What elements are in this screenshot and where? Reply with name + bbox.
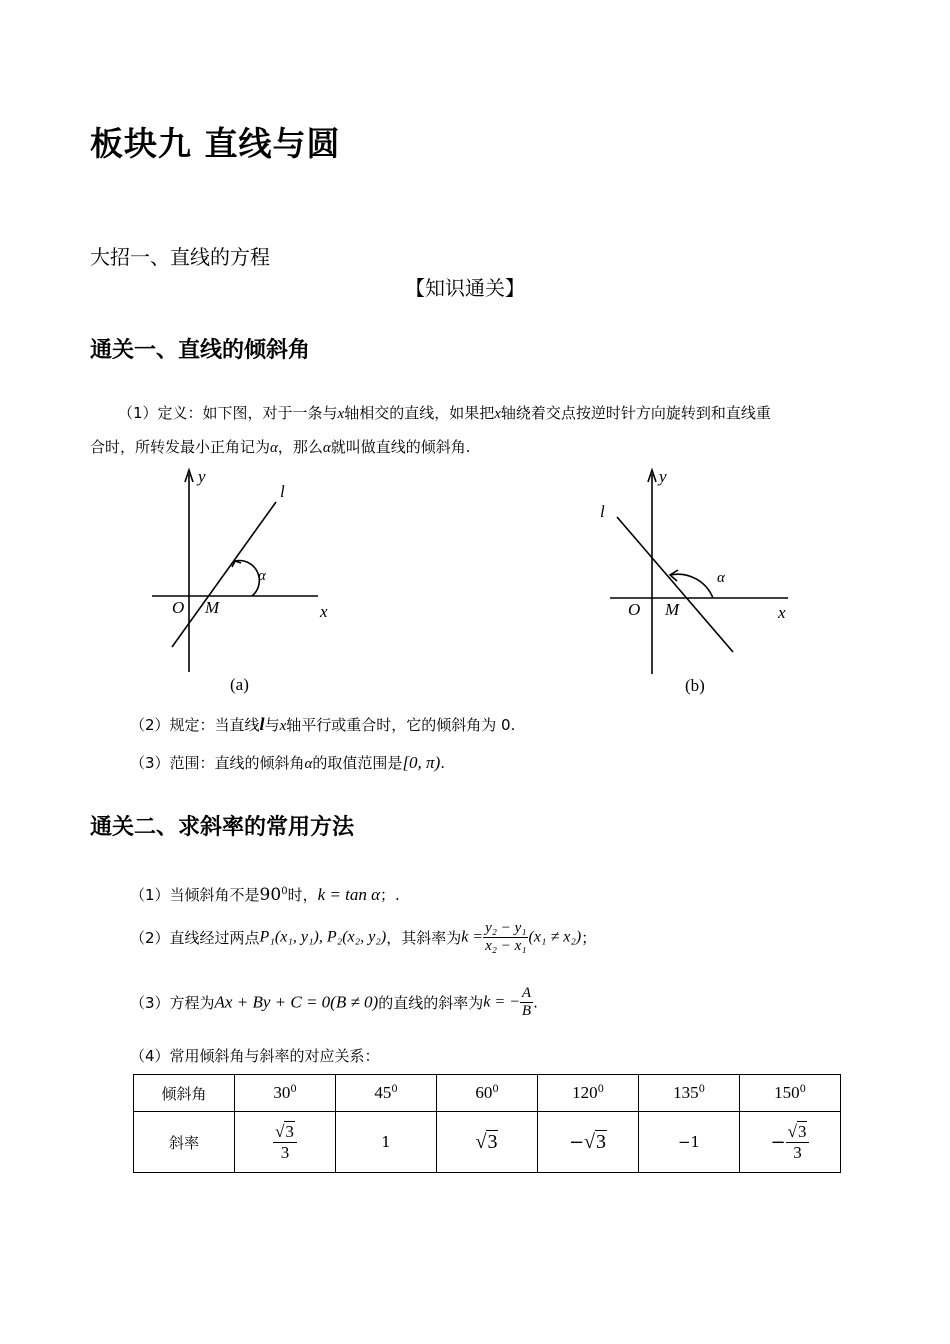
- slope-cell: √3: [437, 1112, 538, 1173]
- label-m: M: [665, 600, 680, 619]
- label-alpha: α: [258, 568, 266, 584]
- row-label: 斜率: [134, 1112, 235, 1173]
- item3-line: （3）方程为Ax + By + C = 0(B ≠ 0)的直线的斜率为k = − $\frac{A}{B}$ .: [130, 985, 538, 1019]
- subsection-heading: 【知识通关】: [405, 276, 525, 300]
- pass1-heading: 通关一、直线的倾斜角: [90, 338, 311, 363]
- label-x: x: [320, 602, 328, 621]
- label-o: O: [172, 598, 185, 617]
- section-heading: 大招一、直线的方程: [90, 245, 270, 269]
- label-l: l: [280, 482, 285, 501]
- figure-b: [595, 462, 805, 697]
- angle-slope-table: [133, 1074, 841, 1173]
- label-x: x: [778, 603, 786, 622]
- angle-cell: $150^0$: [740, 1075, 841, 1112]
- line-l: [617, 517, 733, 652]
- label-alpha: α: [717, 570, 725, 586]
- item2-line: （2）直线经过两点P₁(x₁, y₁), P₂(x₂, y₂)，其斜率为k = $\frac{\text{y₂ − y₁}}{\text{x₂ − x₁}}$ (x₁ ≠ x₂)；: [130, 920, 597, 954]
- slope-cell: − $\frac{√3}{3}$: [740, 1112, 841, 1173]
- rule-line: （2）规定：当直线l与x轴平行或重合时，它的倾斜角为 0.: [130, 714, 516, 734]
- label-y: y: [659, 467, 667, 486]
- angle-cell: $45^0$: [336, 1075, 437, 1112]
- angle-cell: $60^0$: [437, 1075, 538, 1112]
- slope-cell: 1: [336, 1112, 437, 1173]
- item1-line: （1）当倾斜角不是$90^0$时，k = tan α；.: [130, 885, 400, 905]
- definition-line2: 合时，所转发最小正角记为α，那么α就叫做直线的倾斜角.: [90, 438, 471, 456]
- slope-fraction: $\frac{\text{y₂ − y₁}}{\text{x₂ − x₁}}$: [485, 920, 527, 954]
- angle-cell: $30^0$: [235, 1075, 336, 1112]
- table-row: [134, 1112, 841, 1173]
- alpha-arc: [235, 561, 259, 596]
- table-row: [134, 1075, 841, 1112]
- definition-line1: （1）定义：如下图，对于一条与x轴相交的直线，如果把x轴绕着交点按逆时针方向旋转到和直线重: [118, 404, 771, 422]
- angle-cell: $135^0$: [639, 1075, 740, 1112]
- label-m: M: [205, 598, 220, 617]
- slope-cell: −1: [639, 1112, 740, 1173]
- row-label: 倾斜角: [134, 1075, 235, 1112]
- ab-fraction: $\frac{A}{B}$: [521, 985, 532, 1019]
- label-o: O: [628, 600, 641, 619]
- angle-cell: $120^0$: [538, 1075, 639, 1112]
- figure-a-caption: (a): [230, 675, 249, 694]
- item4-line: （4）常用倾斜角与斜率的对应关系：: [130, 1047, 380, 1065]
- figure-a: [140, 462, 350, 697]
- label-y: y: [198, 467, 206, 486]
- slope-cell: $\frac{√3}{3}$: [235, 1112, 336, 1173]
- range-line: （3）范围：直线的倾斜角α的取值范围是[0, π).: [130, 753, 446, 772]
- label-l: l: [600, 502, 605, 521]
- page-title: 板块九 直线与圆: [90, 124, 341, 163]
- slope-cell: −√3: [538, 1112, 639, 1173]
- figure-b-caption: (b): [685, 676, 705, 695]
- pass2-heading: 通关二、求斜率的常用方法: [90, 815, 355, 840]
